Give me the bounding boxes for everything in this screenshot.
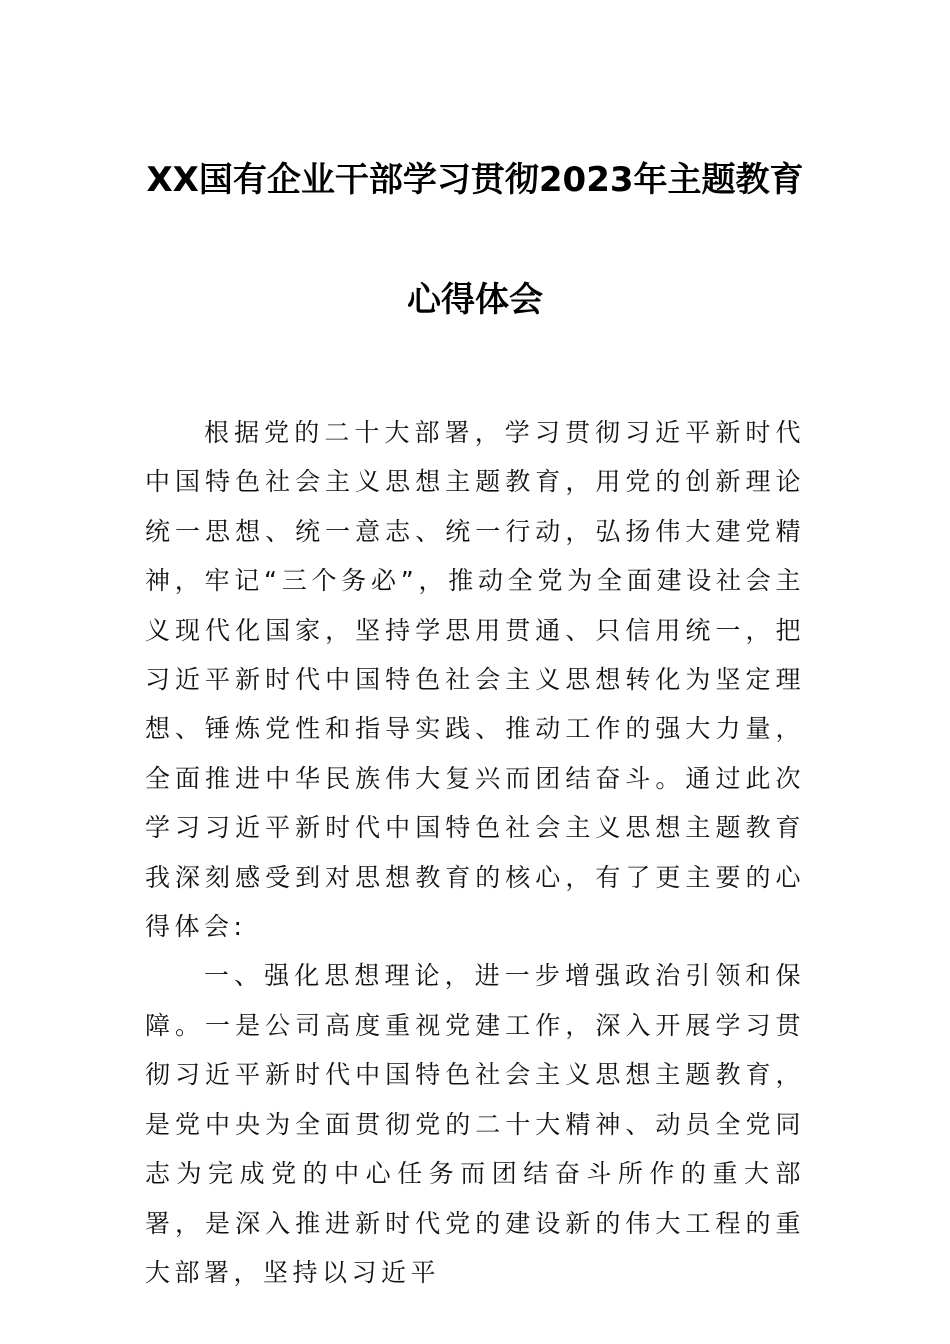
body-paragraph-1: 根据党的二十大部署，学习贯彻习近平新时代中国特色社会主义思想主题教育，用党的创新理论统一思想、统一意志、统一行动，弘扬伟大建党精神，牢记“三个务必”，推动全党为全面建设社会主义现代化国家，坚持学思用贯通、只信用统一，把习近平新时代中国特色社会主义思想转化为坚定理想、锤炼党性和指导实践、推动工作的强大力量，全面推进中华民族伟大复兴而团结奋斗。通过此次学习习近平新时代中国特色社会主义思想主题教育我深刻感受到对思想教育的核心，有了更主要的心得体会:: [145, 418, 805, 942]
body-paragraph-2: 一、强化思想理论，进一步增强政治引领和保障。一是公司高度重视党建工作，深入开展学习贯彻习近平新时代中国特色社会主义思想主题教育，是党中央为全面贯彻党的二十大精神、动员全党同志为完成党的中心任务而团结奋斗所作的重大部署，是深入推进新时代党的建设新的伟大工程的重大部署，坚持以习近平: [145, 961, 805, 1287]
document-title-line-1: XX国有企业干部学习贯彻2023年主题教育: [146, 160, 804, 200]
document-body: [145, 408, 805, 1297]
document-title-line-2: 心得体会: [407, 280, 543, 320]
